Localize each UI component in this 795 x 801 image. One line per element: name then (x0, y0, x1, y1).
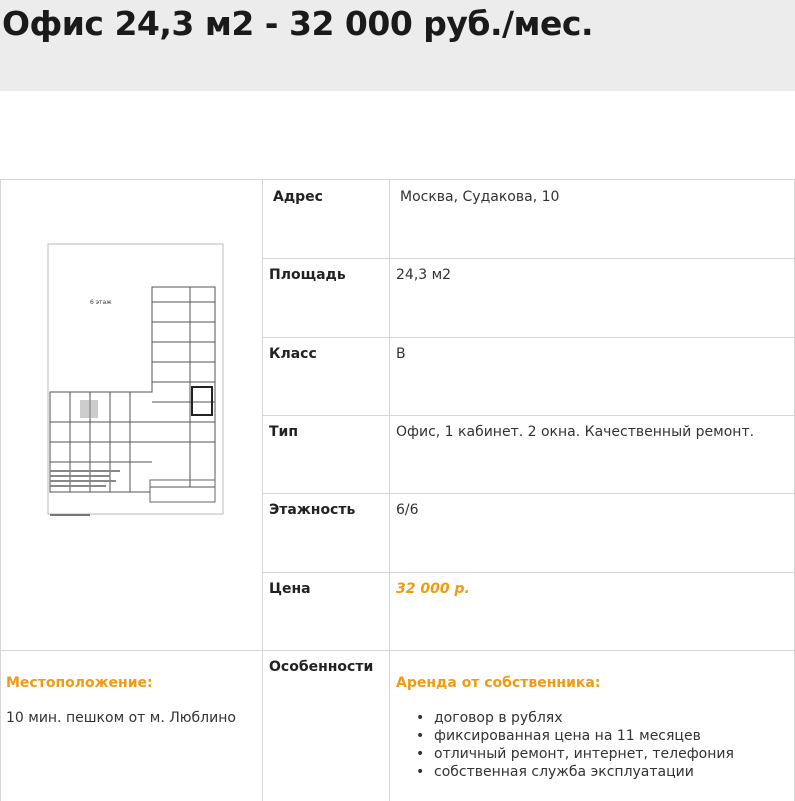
row-value-price: 32 000 р. (396, 581, 470, 597)
row-value-address: Москва, Судакова, 10 (400, 189, 560, 205)
svg-text:6 этаж: 6 этаж (90, 299, 112, 306)
row-label-price: Цена (269, 581, 311, 597)
details-table (0, 179, 795, 801)
row-value-floors: 6/6 (396, 502, 419, 518)
location-heading: Местоположение: (6, 675, 153, 691)
floor-plan-icon (40, 242, 230, 522)
row-value-type: Офис, 1 кабинет. 2 окна. Качественный ремонт. (396, 424, 755, 440)
page-title: Офис 24,3 м2 - 32 000 руб./мес. (2, 4, 593, 43)
row-label-area: Площадь (269, 267, 346, 283)
row-value-class: B (396, 346, 406, 362)
title-bar (0, 0, 795, 91)
list-item: • отличный ремонт, интернет, телефония (416, 745, 734, 763)
list-item: • договор в рублях (416, 709, 734, 727)
row-label-address: Адрес (273, 189, 323, 205)
list-item: • фиксированная цена на 11 месяцев (416, 727, 734, 745)
features-heading: Аренда от собственника: (396, 675, 601, 691)
row-value-area: 24,3 м2 (396, 267, 452, 283)
location-text: 10 мин. пешком от м. Люблино (6, 710, 236, 726)
row-label-features: Особенности (269, 659, 374, 675)
features-list (396, 709, 734, 781)
floor-plan-image[interactable] (40, 242, 230, 522)
row-label-type: Тип (269, 424, 299, 440)
row-label-class: Класс (269, 346, 317, 362)
list-item: • собственная служба эксплуатации (416, 763, 734, 781)
row-label-floors: Этажность (269, 502, 356, 518)
